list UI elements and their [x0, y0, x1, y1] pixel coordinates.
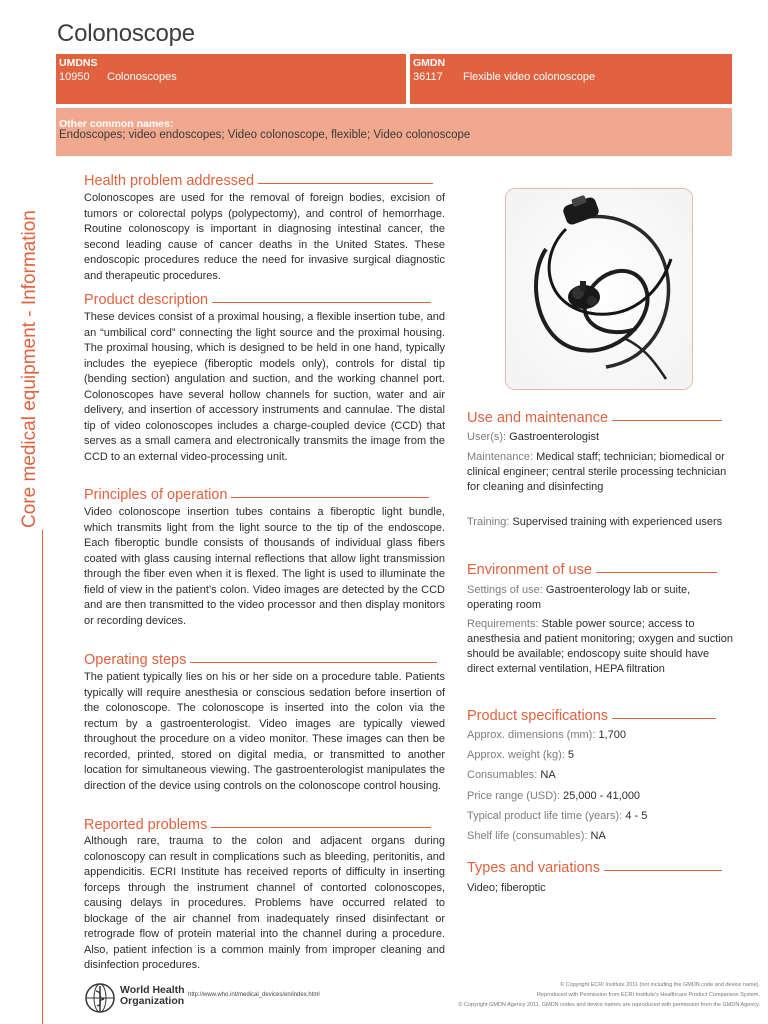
gmdn-name: Flexible video colonoscope: [463, 71, 596, 83]
umdns-box: [56, 54, 406, 104]
heading-rule: [596, 572, 717, 573]
section-text-problems: Although rare, trauma to the colon and adjacent organs during colonoscopy can result in complications such as bleeding, peritonitis, and appendicitis. ECRI Institute has received reports of difficulty in inserting forceps through the instrument channel of contorted colonoscopes, causing delays in procedures. Problems have occurred related to blockage of the air channel from inadequately rinsed disinfectant or retrograde flow of protein material into the channel during a procedure. Also, patient infection is a common mainly from improper cleaning and disinfection procedures.: [84, 835, 445, 971]
field-label: User(s):: [467, 431, 507, 443]
section-heading-environment: [467, 562, 717, 579]
environment-requirements: [467, 617, 733, 677]
section-heading-steps: [84, 652, 437, 669]
umdns-label: UMDNS: [59, 57, 98, 69]
spec-price-range: [467, 789, 733, 804]
field-value: Stable power source; access to anesthesia and patient monitoring; oxygen and suction should be available; endoscopy suite should have direct external ventilation, HEPA filtration: [467, 618, 734, 675]
org-line-1: World Health: [120, 984, 185, 996]
gmdn-box: [410, 54, 732, 104]
section-text-steps: The patient typically lies on his or her side on a procedure table. Patients typically will require anesthesia or conscious sedation before insertion of the colonoscope. The colonoscope is inserted into the colon via the rectum by a gastroenterologist. Video images are typically viewed throughout the procedure on a video monitor. These images can then be recorded, printed, stored on digital media, or transmitted to another location for simultaneous viewing. The gastroenterologist manipulates the direction of the device using controls on the colonoscope control housing.: [84, 671, 445, 792]
heading-rule: [612, 718, 716, 719]
section-title: Product specifications: [467, 708, 609, 724]
field-value: NA: [540, 769, 556, 781]
section-title: Product description: [84, 292, 209, 308]
use-users: [467, 430, 733, 445]
section-heading-types: [467, 860, 722, 877]
section-heading-description: [84, 292, 431, 309]
heading-rule: [612, 420, 722, 421]
field-label: Approx. weight (kg):: [467, 749, 565, 761]
sidebar-divider: [42, 530, 43, 1024]
heading-rule: [190, 662, 437, 663]
spec-dimensions: [467, 728, 733, 743]
spec-weight: [467, 748, 733, 763]
section-heading-principles: [84, 487, 429, 504]
other-names-value: Endoscopes; video endoscopes; Video colonoscope, flexible; Video colonoscope: [59, 129, 471, 141]
field-value: NA: [590, 830, 606, 842]
who-org-name: [120, 985, 185, 1007]
field-value: Medical staff; technician; biomedical or clinical engineer; central sterile processing technician for cleaning and disinfecting: [467, 451, 727, 493]
field-value: Gastroenterology lab or suite, operating room: [467, 584, 691, 611]
heading-rule: [211, 827, 431, 828]
section-heading-health: [84, 173, 433, 190]
gmdn-label: GMDN: [413, 57, 446, 69]
section-title: Types and variations: [467, 860, 600, 876]
section-heading-specs: [467, 708, 716, 725]
umdns-code: 10950: [59, 71, 90, 83]
field-label: Training:: [467, 516, 510, 528]
field-label: Maintenance:: [467, 451, 534, 463]
environment-settings: [467, 583, 733, 613]
field-value: 4 - 5: [625, 810, 648, 822]
heading-rule: [212, 302, 431, 303]
spec-consumables: [467, 768, 733, 783]
spec-shelf-life: [467, 829, 733, 844]
section-title: Operating steps: [84, 652, 187, 668]
section-text-principles: Video colonoscope insertion tubes contains a fiberoptic light bundle, which transmits light from the light source to the tip of the endoscope. Each fiberoptic bundle consists of thousands of individual glass fibers coated with glass causing internal reflections that allow light transmission through the fiber even when it is flexed. The light is used to illuminate the field of view in the patient’s colon. Video images are detected by the CCD and are then transmitted to the video processor and then display monitors or recording devices.: [84, 506, 445, 627]
copyright-line: Reproduced with Permission from ECRI Institute’s Healthcare Product Comparison System.: [536, 992, 760, 998]
field-label: Consumables:: [467, 769, 538, 781]
section-heading-problems: [84, 817, 431, 834]
field-label: Requirements:: [467, 618, 539, 630]
section-text-description: These devices consist of a proximal housing, a flexible insertion tube, and an “umbilical cord” connecting the light source and the proximal housing. The proximal housing, which is designed to be held in one hand, typically includes the eyepiece (fiberoptic models only), controls for distal tip (bending section) angulation and suction, and the working channel port. Colonoscopes have several hollow channels for suction, water and air delivery, and insertion of accessory instruments and cannulae. The distal tip of video colonoscopes includes a charge-coupled device (CCD) that serves as a small camera and electronically transmits the image from the CCD to an external video-processing unit.: [84, 311, 445, 463]
colonoscope-photo: [505, 188, 693, 390]
field-label: Settings of use:: [467, 584, 543, 596]
section-text-health: Colonoscopes are used for the removal of foreign bodies, excision of tumors or colorectal polyps (polypectomy), and control of hemorrhage. Routine colonoscopy is important in diagnosing intestinal cancer, the second leading cause of cancer deaths in the United States. These endoscopic procedures reduce the need for invasive surgical diagnostic and therapeutic procedures.: [84, 192, 445, 282]
sidebar-category-label: Core medical equipment - Information: [19, 210, 40, 528]
gmdn-code: 36117: [413, 71, 443, 83]
spec-life-time: [467, 809, 733, 824]
page-title: Colonoscope: [57, 20, 195, 47]
who-logo-icon: [84, 982, 116, 1014]
field-value: 1,700: [598, 729, 626, 741]
field-value: Supervised training with experienced users: [512, 516, 723, 528]
section-title: Use and maintenance: [467, 410, 609, 426]
section-title: Environment of use: [467, 562, 592, 578]
heading-rule: [258, 183, 433, 184]
copyright-line: © Copyright ECRI Institute 2011 (not including the GMDN code and device name).: [560, 982, 760, 988]
use-maintenance: [467, 450, 733, 495]
section-title: Principles of operation: [84, 487, 228, 503]
types-text: Video; fiberoptic: [467, 882, 546, 894]
heading-rule: [604, 870, 722, 871]
who-url-link[interactable]: http://www.who.int/medical_devices/en/index.html: [188, 992, 320, 998]
colonoscope-image: [506, 189, 692, 389]
org-line-2: Organization: [120, 995, 185, 1007]
field-value: Gastroenterologist: [509, 431, 600, 443]
other-names-box: [56, 108, 732, 156]
use-training: [467, 515, 733, 530]
umdns-name: Colonoscopes: [107, 71, 177, 83]
field-label: Approx. dimensions (mm):: [467, 729, 596, 741]
copyright-notice: [340, 980, 760, 1010]
section-title: Reported problems: [84, 817, 208, 833]
heading-rule: [231, 497, 429, 498]
field-label: Price range (USD):: [467, 790, 560, 802]
field-label: Shelf life (consumables):: [467, 830, 588, 842]
section-heading-use: [467, 410, 722, 427]
field-value: 5: [567, 749, 575, 761]
field-label: Typical product life time (years):: [467, 810, 623, 822]
field-value: 25,000 - 41,000: [562, 790, 641, 802]
copyright-line: © Copyright GMDN Agency 2011. GMDN codes and device names are reproduced with permission from the GMDN Agency.: [458, 1002, 760, 1008]
other-names-label: Other common names:: [59, 118, 174, 130]
section-title: Health problem addressed: [84, 173, 255, 189]
